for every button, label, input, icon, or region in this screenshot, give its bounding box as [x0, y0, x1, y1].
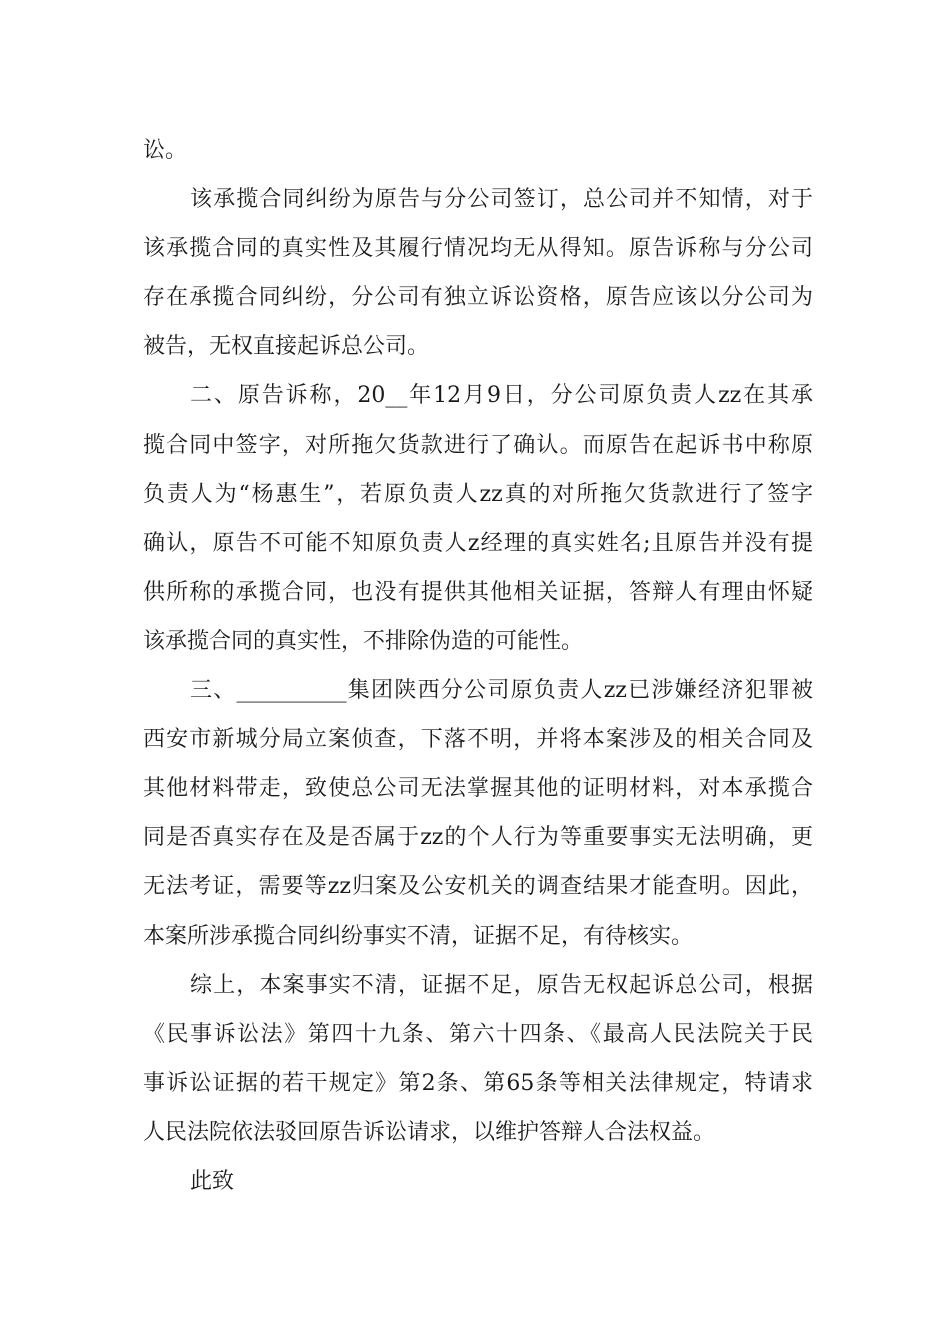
- text-line: 综上，本案事实不清，证据不足，原告无权起诉总公司，根据: [190, 972, 813, 998]
- text-line: 该承揽合同的真实性，不排除伪造的可能性。: [143, 628, 584, 654]
- text-line: 本案所涉承揽合同纠纷事实不清，证据不足，有待核实。: [143, 923, 694, 949]
- text-line: 该承揽合同纠纷为原告与分公司签订，总公司并不知情，对于: [190, 187, 813, 213]
- text-line: 事诉讼证据的若干规定》第2条、第65条等相关法律规定，特请求: [143, 1070, 813, 1096]
- text-line: 确认，原告不可能不知原负责人z经理的真实姓名;且原告并没有提: [143, 530, 813, 556]
- text-line: 人民法院依法驳回原告诉讼请求，以维护答辩人合法权益。: [143, 1119, 716, 1145]
- text-line: 存在承揽合同纠纷，分公司有独立诉讼资格，原告应该以分公司为: [143, 285, 813, 311]
- text-line: 二、原告诉称，20__年12月9日，分公司原负责人zz在其承: [190, 383, 813, 409]
- document-body: [143, 126, 813, 1206]
- text-line: 无法考证，需要等zz归案及公安机关的调查结果才能查明。因此，: [143, 874, 813, 900]
- text-line: 被告，无权直接起诉总公司。: [143, 334, 430, 360]
- text-line: 讼。: [143, 138, 188, 163]
- text-line: 《民事诉讼法》第四十九条、第六十四条、《最高人民法院关于民: [143, 1021, 813, 1047]
- text-line: 供所称的承揽合同，也没有提供其他相关证据，答辩人有理由怀疑: [143, 579, 813, 605]
- text-line: 该承揽合同的真实性及其履行情况均无从得知。原告诉称与分公司: [143, 236, 813, 262]
- text-line: 同是否真实存在及是否属于zz的个人行为等重要事实无法明确，更: [143, 825, 813, 851]
- text-line: 西安市新城分局立案侦查，下落不明，并将本案涉及的相关合同及: [143, 727, 813, 753]
- text-line: 三、__________集团陕西分公司原负责人zz已涉嫌经济犯罪被: [190, 678, 813, 704]
- text-line: 负责人为“杨惠生”，若原负责人zz真的对所拖欠货款进行了签字: [143, 481, 813, 507]
- text-line: 其他材料带走，致使总公司无法掌握其他的证明材料，对本承揽合: [143, 776, 813, 802]
- text-line: 此致: [190, 1168, 235, 1194]
- text-line: 揽合同中签字，对所拖欠货款进行了确认。而原告在起诉书中称原: [143, 432, 813, 458]
